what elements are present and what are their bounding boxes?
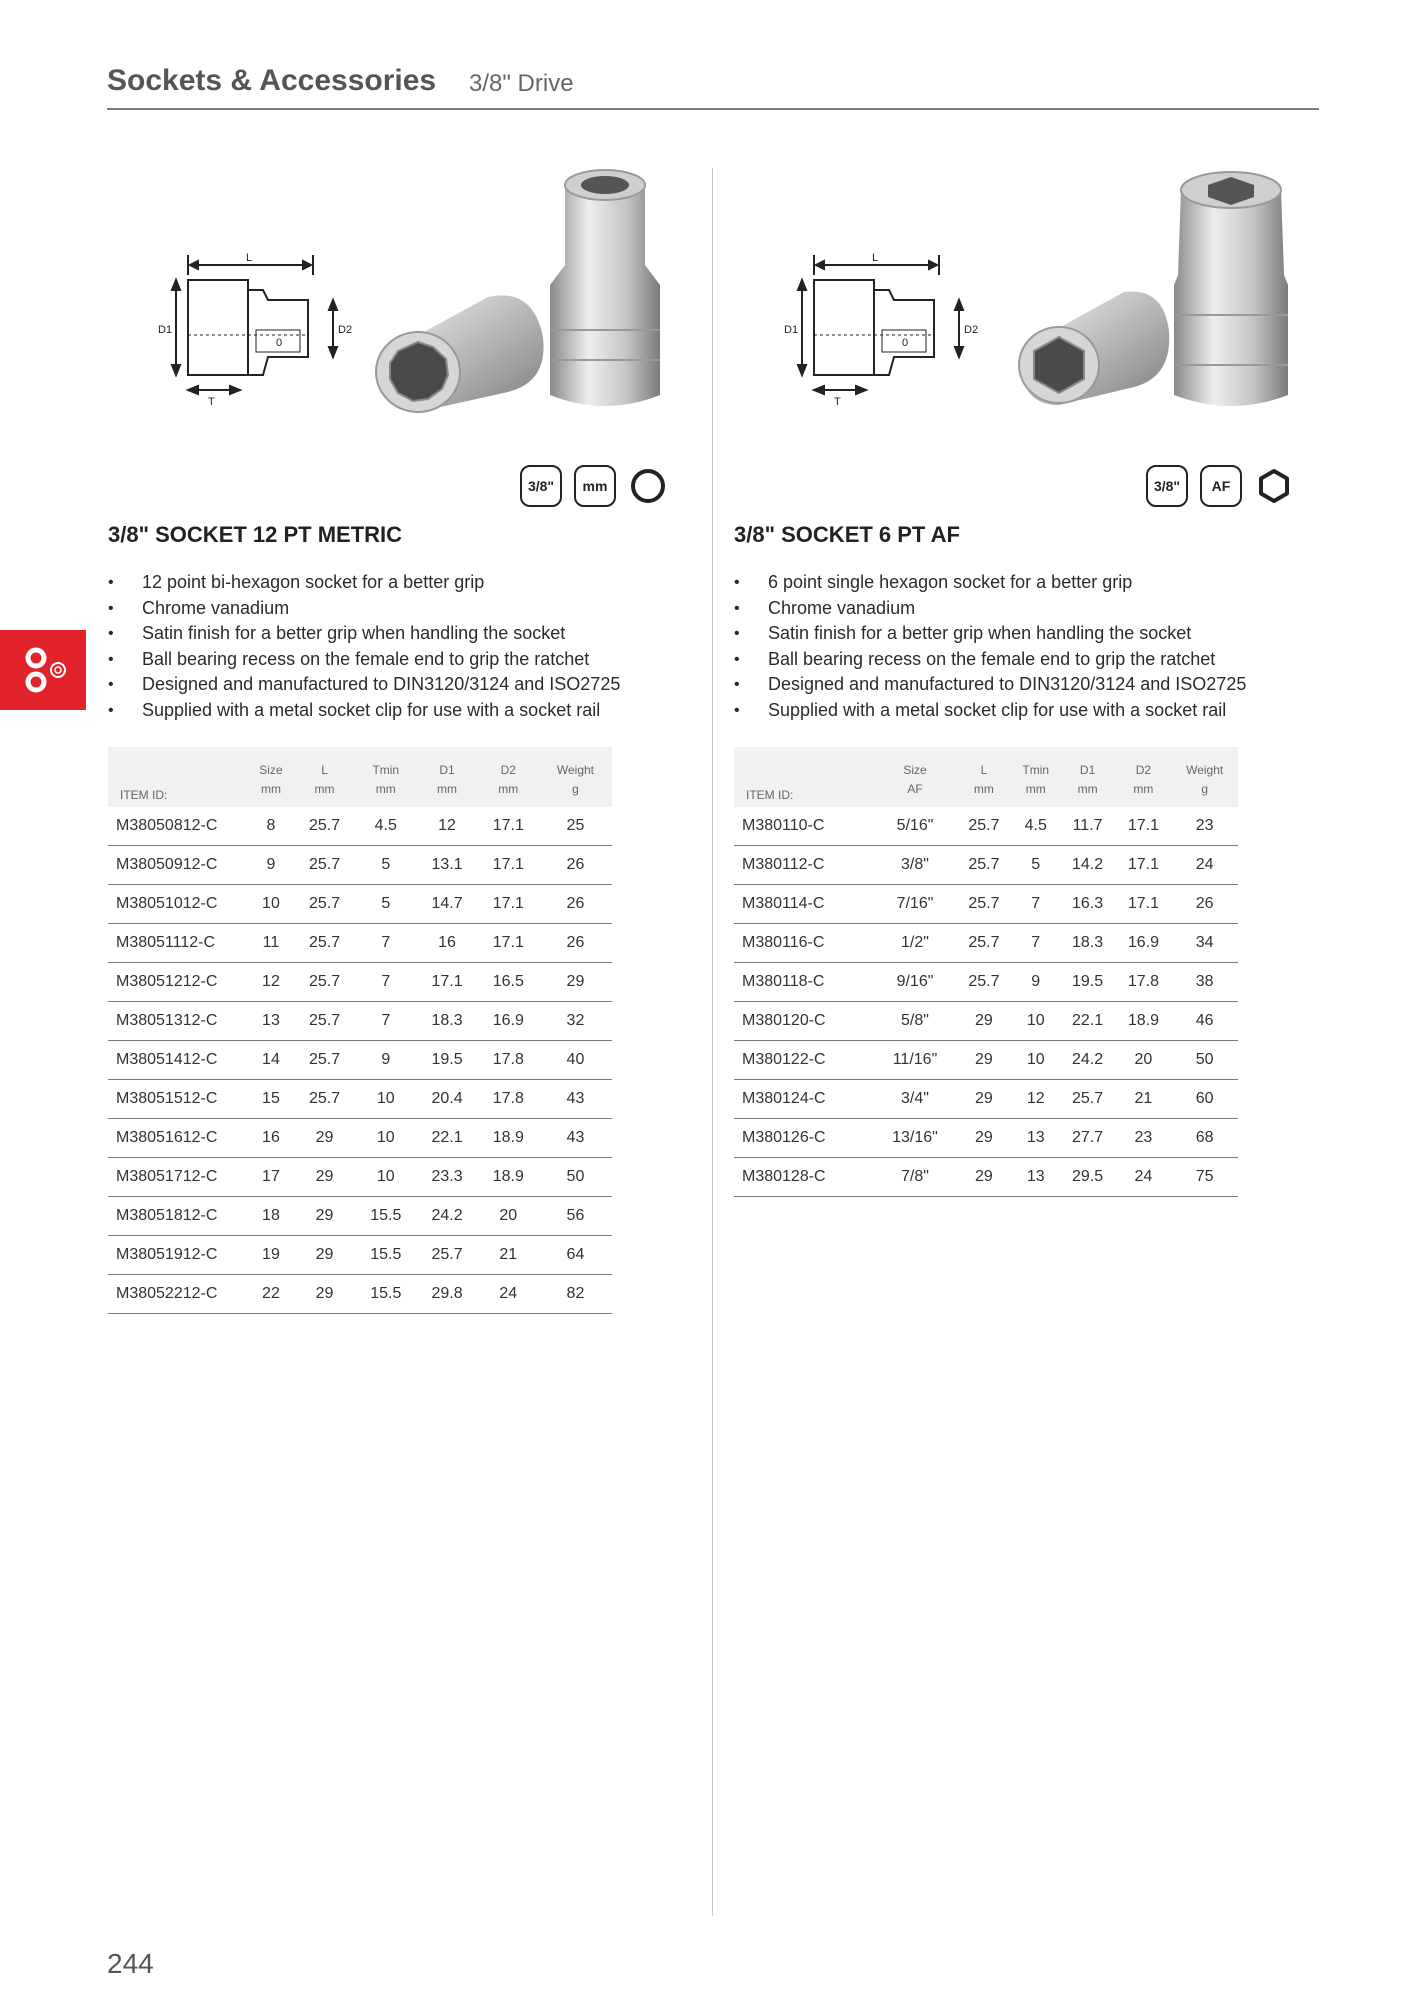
socket-dimension-diagram [754,245,979,415]
cell-item-id: M38051612-C [108,1119,248,1158]
table-row [734,963,1238,1002]
cell-item-id: M38051912-C [108,1236,248,1275]
cell-d1: 14.2 [1060,846,1116,885]
feature-list [734,570,1246,723]
cell-size: 16 [248,1119,294,1158]
drive-size-badge: 3/8" [520,465,562,507]
diagram-label-l: L [246,252,253,264]
cell-d1: 29.8 [416,1275,477,1314]
cell-l: 25.7 [956,807,1012,846]
cell-weight: 43 [539,1119,612,1158]
cell-weight: 50 [539,1158,612,1197]
cell-d1: 16 [416,924,477,963]
cell-item-id: M380110-C [734,807,874,846]
cell-d2: 21 [1116,1080,1172,1119]
feature-item: • Satin finish for a better grip when handling the socket [734,621,1246,647]
diagram-label-t: T [208,396,215,408]
cell-size: 3/8" [874,846,956,885]
feature-item: • Chrome vanadium [108,596,620,622]
header-d2: D2 [1116,747,1172,777]
unit-d2: mm [1116,777,1172,807]
cell-l: 29 [294,1197,355,1236]
cell-tmin: 7 [355,963,416,1002]
cell-tmin: 5 [1012,846,1060,885]
header-weight: Weight [539,747,612,777]
header-size: Size [248,747,294,777]
product-images [734,165,1238,455]
table-row [108,924,612,963]
unit-tmin: mm [1012,777,1060,807]
header-tmin: Tmin [1012,747,1060,777]
socket-photo-small [984,277,1184,417]
spec-table [108,747,612,1314]
cell-size: 18 [248,1197,294,1236]
cell-d2: 17.1 [1116,885,1172,924]
cell-size: 8 [248,807,294,846]
cell-tmin: 10 [1012,1041,1060,1080]
cell-d1: 20.4 [416,1080,477,1119]
cell-weight: 25 [539,807,612,846]
cell-d2: 17.8 [1116,963,1172,1002]
cell-tmin: 4.5 [1012,807,1060,846]
cell-tmin: 13 [1012,1119,1060,1158]
cell-d1: 17.1 [416,963,477,1002]
cell-weight: 68 [1171,1119,1238,1158]
cell-tmin: 5 [355,885,416,924]
cell-size: 9/16" [874,963,956,1002]
cell-tmin: 13 [1012,1158,1060,1197]
cell-l: 25.7 [294,807,355,846]
drive-size-badge: 3/8" [1146,465,1188,507]
page-subtitle: 3/8" Drive [469,70,574,97]
cell-l: 25.7 [294,1080,355,1119]
product-6pt-af [734,165,1247,1185]
cell-weight: 38 [1171,963,1238,1002]
cell-size: 7/8" [874,1158,956,1197]
cell-tmin: 4.5 [355,807,416,846]
header-item-id: ITEM ID: [108,747,248,807]
table-row [734,924,1238,963]
6-point-hexagon-icon [1254,466,1294,506]
cell-weight: 34 [1171,924,1238,963]
cell-item-id: M380114-C [734,885,874,924]
header-d1: D1 [416,747,477,777]
cell-d1: 18.3 [1060,924,1116,963]
cell-l: 25.7 [956,924,1012,963]
header-tmin: Tmin [355,747,416,777]
cell-weight: 60 [1171,1080,1238,1119]
cell-size: 13 [248,1002,294,1041]
cell-l: 25.7 [294,846,355,885]
cell-size: 13/16" [874,1119,956,1158]
unit-size: AF [874,777,956,807]
cell-l: 29 [956,1119,1012,1158]
cell-item-id: M38052212-C [108,1275,248,1314]
column-divider [712,168,713,1916]
cell-item-id: M38051112-C [108,924,248,963]
cell-item-id: M38051212-C [108,963,248,1002]
cell-d2: 21 [478,1236,539,1275]
cell-tmin: 15.5 [355,1197,416,1236]
cell-l: 25.7 [294,1041,355,1080]
diagram-label-d2: D2 [338,324,353,336]
unit-size: mm [248,777,294,807]
cell-l: 25.7 [294,963,355,1002]
diagram-label-o: 0 [276,337,283,349]
table-row [108,963,612,1002]
cell-tmin: 7 [355,1002,416,1041]
table-row [108,807,612,846]
cell-d1: 25.7 [1060,1080,1116,1119]
cell-weight: 56 [539,1197,612,1236]
header-size: Size [874,747,956,777]
header-weight: Weight [1171,747,1238,777]
cell-d2: 17.8 [478,1041,539,1080]
cell-d1: 19.5 [416,1041,477,1080]
cell-d2: 17.1 [478,846,539,885]
cell-item-id: M380128-C [734,1158,874,1197]
socket-photo-small [358,277,558,417]
feature-list [108,570,620,723]
table-row [734,885,1238,924]
table-header-row [734,747,1238,777]
cell-size: 1/2" [874,924,956,963]
cell-d1: 29.5 [1060,1158,1116,1197]
spec-table [734,747,1238,1197]
cell-d2: 18.9 [1116,1002,1172,1041]
cell-d1: 19.5 [1060,963,1116,1002]
product-images [108,165,612,455]
cell-d1: 16.3 [1060,885,1116,924]
diagram-label-d1: D1 [784,324,799,336]
diagram-label-o: 0 [902,337,909,349]
cell-size: 10 [248,885,294,924]
cell-tmin: 15.5 [355,1275,416,1314]
table-row [108,1236,612,1275]
cell-weight: 75 [1171,1158,1238,1197]
cell-d2: 16.9 [478,1002,539,1041]
cell-size: 11 [248,924,294,963]
page-number: 244 [107,1948,154,1979]
table-row [108,846,612,885]
cell-weight: 64 [539,1236,612,1275]
table-header-row [108,747,612,777]
cell-d2: 17.1 [478,924,539,963]
header-l: L [294,747,355,777]
table-row [734,1158,1238,1197]
feature-item: • 12 point bi-hexagon socket for a better grip [108,570,620,596]
cell-l: 25.7 [294,885,355,924]
cell-l: 25.7 [294,924,355,963]
cell-item-id: M38051012-C [108,885,248,924]
cell-d1: 24.2 [1060,1041,1116,1080]
cell-size: 19 [248,1236,294,1275]
product-12pt-metric [108,165,621,1302]
feature-item: • Supplied with a metal socket clip for use with a socket rail [734,698,1246,724]
cell-tmin: 7 [355,924,416,963]
cell-size: 14 [248,1041,294,1080]
cell-d2: 20 [478,1197,539,1236]
cell-l: 29 [956,1080,1012,1119]
cell-d2: 18.9 [478,1119,539,1158]
page-title: Sockets & Accessories [107,64,437,97]
cell-size: 17 [248,1158,294,1197]
feature-item: • Designed and manufactured to DIN3120/3124 and ISO2725 [108,672,620,698]
cell-d2: 17.1 [478,885,539,924]
cell-item-id: M38051512-C [108,1080,248,1119]
cell-weight: 26 [539,846,612,885]
cell-d2: 17.1 [478,807,539,846]
cell-d2: 23 [1116,1119,1172,1158]
unit-weight: g [539,777,612,807]
unit-badge: mm [574,465,616,507]
diagram-label-d2: D2 [964,324,979,336]
cell-tmin: 7 [1012,885,1060,924]
table-row [108,1002,612,1041]
cell-weight: 26 [1171,885,1238,924]
diagram-label-d1: D1 [158,324,173,336]
12-point-circle-icon [628,466,668,506]
table-row [108,885,612,924]
diagram-label-t: T [834,396,841,408]
cell-weight: 50 [1171,1041,1238,1080]
cell-tmin: 10 [1012,1002,1060,1041]
cell-item-id: M38050912-C [108,846,248,885]
cell-l: 29 [294,1236,355,1275]
unit-weight: g [1171,777,1238,807]
cell-item-id: M380120-C [734,1002,874,1041]
cell-size: 11/16" [874,1041,956,1080]
cell-l: 29 [294,1275,355,1314]
cell-l: 29 [956,1041,1012,1080]
cell-d1: 22.1 [416,1119,477,1158]
cell-item-id: M38051312-C [108,1002,248,1041]
page-header [107,62,1319,110]
cell-d2: 24 [478,1275,539,1314]
cell-d1: 23.3 [416,1158,477,1197]
table-row [734,1002,1238,1041]
unit-tmin: mm [355,777,416,807]
cell-size: 12 [248,963,294,1002]
cell-d2: 17.8 [478,1080,539,1119]
cell-tmin: 9 [355,1041,416,1080]
cell-d2: 18.9 [478,1158,539,1197]
cell-d1: 27.7 [1060,1119,1116,1158]
cell-d1: 24.2 [416,1197,477,1236]
cell-d2: 16.9 [1116,924,1172,963]
table-row [108,1041,612,1080]
feature-item: • Ball bearing recess on the female end to grip the ratchet [108,647,620,673]
cell-d2: 17.1 [1116,846,1172,885]
table-row [734,1119,1238,1158]
socket-photo-tall [1166,165,1296,415]
table-row [734,846,1238,885]
table-row [108,1275,612,1314]
cell-d1: 14.7 [416,885,477,924]
cell-size: 5/8" [874,1002,956,1041]
cell-weight: 82 [539,1275,612,1314]
feature-item: • Supplied with a metal socket clip for use with a socket rail [108,698,620,724]
cell-item-id: M380126-C [734,1119,874,1158]
cell-item-id: M38050812-C [108,807,248,846]
cell-l: 25.7 [956,963,1012,1002]
unit-d1: mm [1060,777,1116,807]
header-d1: D1 [1060,747,1116,777]
table-row [108,1197,612,1236]
cell-l: 29 [956,1158,1012,1197]
header-d2: D2 [478,747,539,777]
table-row [734,1080,1238,1119]
cell-l: 25.7 [956,846,1012,885]
header-l: L [956,747,1012,777]
cell-tmin: 10 [355,1158,416,1197]
cell-tmin: 10 [355,1080,416,1119]
cell-tmin: 12 [1012,1080,1060,1119]
cell-weight: 46 [1171,1002,1238,1041]
table-row [734,807,1238,846]
section-tab [0,630,86,710]
table-row [108,1119,612,1158]
cell-tmin: 15.5 [355,1236,416,1275]
cell-item-id: M38051412-C [108,1041,248,1080]
feature-item: • 6 point single hexagon socket for a better grip [734,570,1246,596]
unit-d1: mm [416,777,477,807]
cell-d2: 16.5 [478,963,539,1002]
cell-l: 25.7 [294,1002,355,1041]
badge-group [1146,465,1294,507]
product-title: 3/8" SOCKET 12 PT METRIC [108,522,403,547]
cell-d1: 25.7 [416,1236,477,1275]
unit-badge: AF [1200,465,1242,507]
table-row [108,1080,612,1119]
unit-l: mm [294,777,355,807]
cell-size: 3/4" [874,1080,956,1119]
cell-size: 15 [248,1080,294,1119]
cell-l: 29 [956,1002,1012,1041]
cell-item-id: M38051812-C [108,1197,248,1236]
cell-weight: 23 [1171,807,1238,846]
header-item-id: ITEM ID: [734,747,874,807]
cell-weight: 43 [539,1080,612,1119]
cell-l: 29 [294,1158,355,1197]
unit-d2: mm [478,777,539,807]
feature-item: • Chrome vanadium [734,596,1246,622]
cell-size: 9 [248,846,294,885]
cell-item-id: M380118-C [734,963,874,1002]
cell-weight: 40 [539,1041,612,1080]
cell-item-id: M380116-C [734,924,874,963]
cell-weight: 32 [539,1002,612,1041]
cell-weight: 26 [539,924,612,963]
cell-weight: 29 [539,963,612,1002]
cell-size: 22 [248,1275,294,1314]
cell-item-id: M38051712-C [108,1158,248,1197]
table-row [108,1158,612,1197]
cell-l: 25.7 [956,885,1012,924]
socket-photo-tall [540,165,670,415]
cell-l: 29 [294,1119,355,1158]
sockets-section-icon [0,630,86,710]
table-row [734,1041,1238,1080]
product-title: 3/8" SOCKET 6 PT AF [734,522,960,547]
badge-group [520,465,668,507]
diagram-label-l: L [872,252,879,264]
cell-tmin: 5 [355,846,416,885]
cell-item-id: M380112-C [734,846,874,885]
cell-size: 5/16" [874,807,956,846]
cell-size: 7/16" [874,885,956,924]
cell-tmin: 9 [1012,963,1060,1002]
cell-tmin: 10 [355,1119,416,1158]
cell-d2: 24 [1116,1158,1172,1197]
cell-d1: 13.1 [416,846,477,885]
cell-weight: 24 [1171,846,1238,885]
cell-d1: 12 [416,807,477,846]
unit-l: mm [956,777,1012,807]
cell-d1: 11.7 [1060,807,1116,846]
cell-item-id: M380122-C [734,1041,874,1080]
feature-item: • Designed and manufactured to DIN3120/3124 and ISO2725 [734,672,1246,698]
cell-d2: 20 [1116,1041,1172,1080]
feature-item: • Satin finish for a better grip when handling the socket [108,621,620,647]
socket-dimension-diagram [128,245,353,415]
cell-d2: 17.1 [1116,807,1172,846]
cell-weight: 26 [539,885,612,924]
cell-tmin: 7 [1012,924,1060,963]
cell-item-id: M380124-C [734,1080,874,1119]
cell-d1: 18.3 [416,1002,477,1041]
feature-item: • Ball bearing recess on the female end to grip the ratchet [734,647,1246,673]
cell-d1: 22.1 [1060,1002,1116,1041]
